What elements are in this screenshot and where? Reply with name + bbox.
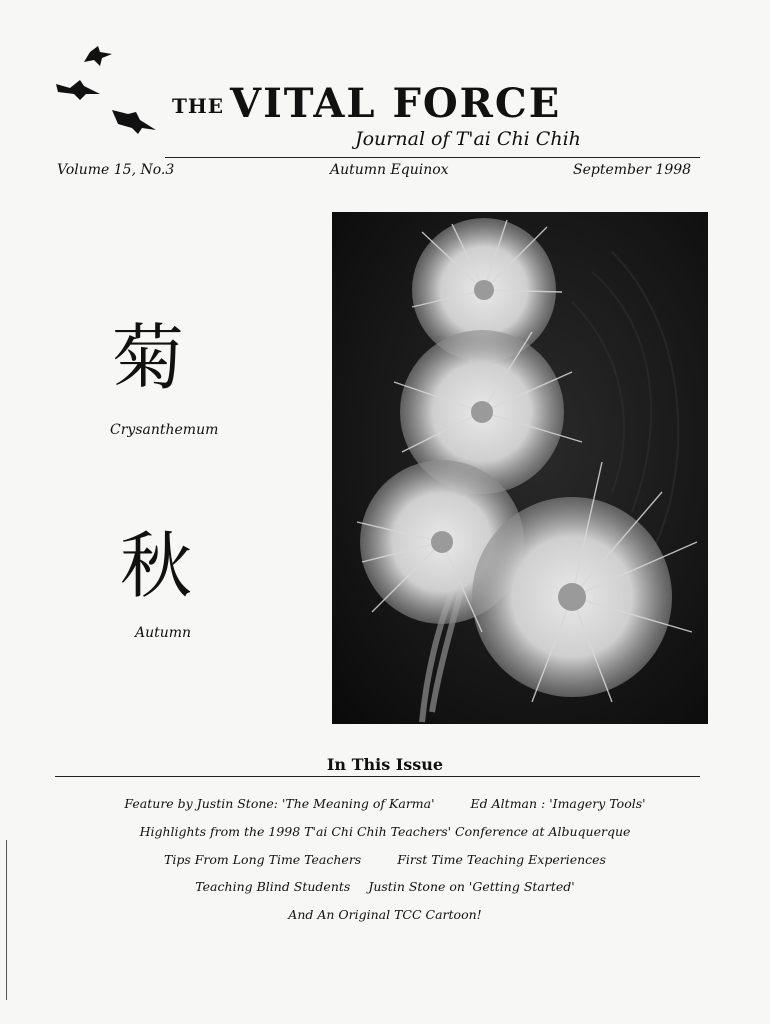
toc-item-imagery: Ed Altman : 'Imagery Tools'	[470, 796, 646, 811]
toc-item-tips: Tips From Long Time Teachers	[164, 852, 362, 867]
toc-rule	[55, 776, 700, 777]
issue-volume: Volume 15, No.3	[57, 162, 175, 178]
header-rule	[165, 157, 700, 158]
chrysanthemum-photo	[332, 212, 708, 724]
masthead-the: THE	[172, 94, 225, 118]
toc-line-3	[0, 852, 770, 867]
flying-birds-icon	[50, 38, 170, 148]
masthead-name: VITAL FORCE	[230, 80, 562, 127]
toc-item-karma: Feature by Justin Stone: 'The Meaning of Karma'	[124, 796, 435, 811]
toc-item-conference: Highlights from the 1998 T'ai Chi Chih Teachers' Conference at Albuquerque	[139, 824, 631, 839]
toc-line-5	[0, 907, 770, 922]
toc-item-getting-started: Justin Stone on 'Getting Started'	[368, 879, 575, 894]
journal-subtitle: Journal of T'ai Chi Chih	[355, 128, 581, 150]
toc-heading: In This Issue	[326, 755, 444, 774]
toc-item-first-time: First Time Teaching Experiences	[397, 852, 606, 867]
autumn-label: Autumn	[135, 625, 192, 641]
toc-item-blind: Teaching Blind Students	[195, 879, 351, 894]
chrysanthemum-label: Crysanthemum	[110, 422, 219, 438]
autumn-glyph: 秋	[120, 524, 193, 608]
toc-item-cartoon: And An Original TCC Cartoon!	[288, 907, 482, 922]
toc-line-4	[0, 879, 770, 894]
chrysanthemum-glyph: 菊	[112, 316, 185, 400]
toc-line-1	[0, 796, 770, 811]
toc-line-2	[0, 824, 770, 839]
page-edge-line	[6, 840, 7, 1000]
issue-season: Autumn Equinox	[330, 162, 449, 178]
masthead-title	[172, 80, 561, 127]
issue-date: September 1998	[573, 162, 692, 178]
